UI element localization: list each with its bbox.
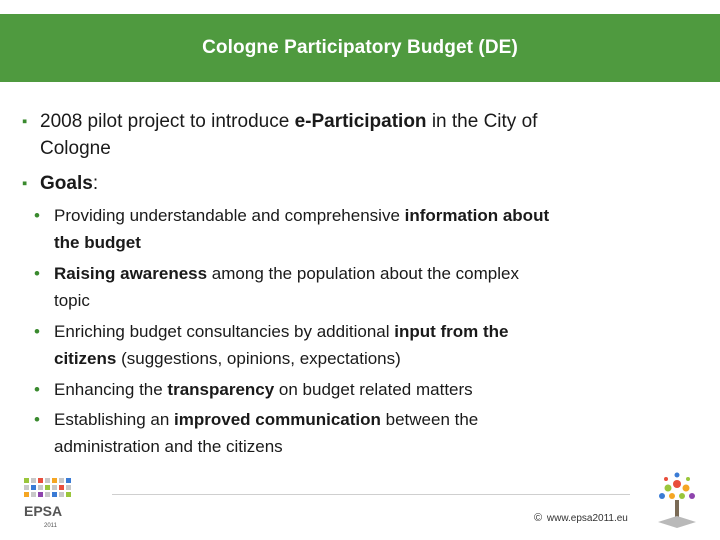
bullet-text: Goals: xyxy=(40,173,99,194)
epsa-logo xyxy=(24,478,86,530)
dot-bullet-icon: • xyxy=(34,410,40,429)
copyright-icon: © xyxy=(534,512,543,524)
svg-text:EPSA: EPSA xyxy=(24,503,63,519)
tree-logo-icon xyxy=(648,470,708,532)
dot-bullet-icon: • xyxy=(34,206,40,225)
footer-divider xyxy=(112,494,630,495)
footer-website xyxy=(534,512,628,524)
title-bar xyxy=(0,14,720,82)
square-bullet-icon: ▪ xyxy=(22,175,28,192)
square-bullet-icon: ▪ xyxy=(22,113,28,130)
bullet-text: 2008 pilot project to introduce e-Participation in the City of Cologne xyxy=(40,111,538,159)
website-url: www.epsa2011.eu xyxy=(546,513,628,524)
dot-bullet-icon: • xyxy=(34,264,40,283)
e-participation-term: e-Participation xyxy=(294,111,427,132)
dot-bullet-icon: • xyxy=(34,322,40,341)
dot-bullet-icon: • xyxy=(34,380,40,399)
svg-text:2011: 2011 xyxy=(44,523,57,529)
slide-title: Cologne Participatory Budget (DE) xyxy=(202,37,518,58)
